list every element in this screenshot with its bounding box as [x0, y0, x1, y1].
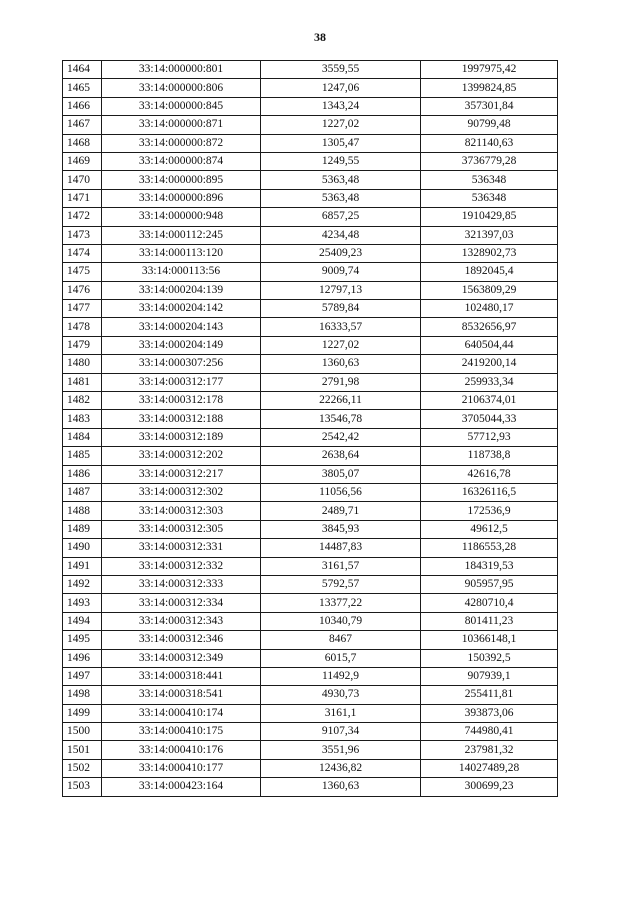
- area-value: 22266,11: [261, 392, 421, 410]
- cadastral-number: 33:14:000000:801: [102, 61, 261, 79]
- table-row: [63, 686, 558, 704]
- cadastral-value: 905957,95: [421, 575, 558, 593]
- cadastral-number: 33:14:000204:142: [102, 300, 261, 318]
- row-number: 1468: [63, 134, 102, 152]
- area-value: 3559,55: [261, 61, 421, 79]
- cadastral-number: 33:14:000000:872: [102, 134, 261, 152]
- table-row: [63, 208, 558, 226]
- row-number: 1484: [63, 428, 102, 446]
- cadastral-value: 259933,34: [421, 373, 558, 391]
- cadastral-number: 33:14:000312:334: [102, 594, 261, 612]
- area-value: 2791,98: [261, 373, 421, 391]
- area-value: 14487,83: [261, 539, 421, 557]
- row-number: 1470: [63, 171, 102, 189]
- table-row: [63, 557, 558, 575]
- area-value: 12797,13: [261, 281, 421, 299]
- cadastral-number: 33:14:000204:143: [102, 318, 261, 336]
- area-value: 3845,93: [261, 520, 421, 538]
- cadastral-number: 33:14:000204:139: [102, 281, 261, 299]
- row-number: 1500: [63, 723, 102, 741]
- area-value: 5792,57: [261, 575, 421, 593]
- table-row: [63, 355, 558, 373]
- area-value: 6857,25: [261, 208, 421, 226]
- table-row: [63, 667, 558, 685]
- row-number: 1495: [63, 631, 102, 649]
- table-row: [63, 778, 558, 796]
- area-value: 3161,1: [261, 704, 421, 722]
- cadastral-number: 33:14:000410:175: [102, 723, 261, 741]
- cadastral-value: 536348: [421, 189, 558, 207]
- area-value: 1360,63: [261, 355, 421, 373]
- cadastral-number: 33:14:000318:541: [102, 686, 261, 704]
- area-value: 5789,84: [261, 300, 421, 318]
- table-row: [63, 759, 558, 777]
- cadastral-value: 102480,17: [421, 300, 558, 318]
- row-number: 1491: [63, 557, 102, 575]
- row-number: 1481: [63, 373, 102, 391]
- cadastral-value: 172536,9: [421, 502, 558, 520]
- row-number: 1465: [63, 79, 102, 97]
- cadastral-value: 1399824,85: [421, 79, 558, 97]
- row-number: 1486: [63, 465, 102, 483]
- row-number: 1467: [63, 116, 102, 134]
- cadastral-value: 4280710,4: [421, 594, 558, 612]
- table-row: [63, 612, 558, 630]
- table-row: [63, 465, 558, 483]
- cadastral-value: 57712,93: [421, 428, 558, 446]
- row-number: 1485: [63, 447, 102, 465]
- cadastral-value: 90799,48: [421, 116, 558, 134]
- cadastral-number: 33:14:000000:948: [102, 208, 261, 226]
- table-row: [63, 447, 558, 465]
- parcel-table: [62, 60, 558, 797]
- cadastral-number: 33:14:000312:331: [102, 539, 261, 557]
- row-number: 1502: [63, 759, 102, 777]
- cadastral-number: 33:14:000312:305: [102, 520, 261, 538]
- area-value: 6015,7: [261, 649, 421, 667]
- area-value: 5363,48: [261, 171, 421, 189]
- cadastral-number: 33:14:000312:217: [102, 465, 261, 483]
- table-row: [63, 392, 558, 410]
- cadastral-number: 33:14:000410:177: [102, 759, 261, 777]
- page-number: 38: [314, 30, 326, 44]
- cadastral-value: 237981,32: [421, 741, 558, 759]
- row-number: 1480: [63, 355, 102, 373]
- row-number: 1492: [63, 575, 102, 593]
- table-row: [63, 594, 558, 612]
- row-number: 1473: [63, 226, 102, 244]
- row-number: 1497: [63, 667, 102, 685]
- area-value: 1227,02: [261, 336, 421, 354]
- cadastral-number: 33:14:000312:333: [102, 575, 261, 593]
- table-row: [63, 704, 558, 722]
- row-number: 1466: [63, 97, 102, 115]
- cadastral-number: 33:14:000000:845: [102, 97, 261, 115]
- table-row: [63, 97, 558, 115]
- cadastral-value: 49612,5: [421, 520, 558, 538]
- cadastral-number: 33:14:000312:177: [102, 373, 261, 391]
- table-row: [63, 226, 558, 244]
- row-number: 1487: [63, 483, 102, 501]
- cadastral-number: 33:14:000000:806: [102, 79, 261, 97]
- cadastral-number: 33:14:000318:441: [102, 667, 261, 685]
- row-number: 1471: [63, 189, 102, 207]
- cadastral-number: 33:14:000312:303: [102, 502, 261, 520]
- table-row: [63, 134, 558, 152]
- table-row: [63, 171, 558, 189]
- table-row: [63, 539, 558, 557]
- table-row: [63, 336, 558, 354]
- cadastral-value: 3736779,28: [421, 152, 558, 170]
- cadastral-value: 1563809,29: [421, 281, 558, 299]
- table-row: [63, 300, 558, 318]
- table-row: [63, 520, 558, 538]
- area-value: 13546,78: [261, 410, 421, 428]
- area-value: 9009,74: [261, 263, 421, 281]
- row-number: 1469: [63, 152, 102, 170]
- cadastral-number: 33:14:000312:332: [102, 557, 261, 575]
- row-number: 1490: [63, 539, 102, 557]
- area-value: 3161,57: [261, 557, 421, 575]
- area-value: 13377,22: [261, 594, 421, 612]
- row-number: 1493: [63, 594, 102, 612]
- table-row: [63, 741, 558, 759]
- row-number: 1498: [63, 686, 102, 704]
- area-value: 8467: [261, 631, 421, 649]
- cadastral-number: 33:14:000312:346: [102, 631, 261, 649]
- cadastral-number: 33:14:000204:149: [102, 336, 261, 354]
- cadastral-number: 33:14:000112:245: [102, 226, 261, 244]
- cadastral-number: 33:14:000312:343: [102, 612, 261, 630]
- table-row: [63, 575, 558, 593]
- row-number: 1489: [63, 520, 102, 538]
- cadastral-number: 33:14:000410:174: [102, 704, 261, 722]
- cadastral-value: 8532656,97: [421, 318, 558, 336]
- row-number: 1488: [63, 502, 102, 520]
- cadastral-number: 33:14:000312:202: [102, 447, 261, 465]
- area-value: 11492,9: [261, 667, 421, 685]
- area-value: 2638,64: [261, 447, 421, 465]
- area-value: 10340,79: [261, 612, 421, 630]
- cadastral-value: 2419200,14: [421, 355, 558, 373]
- cadastral-number: 33:14:000312:178: [102, 392, 261, 410]
- table-row: [63, 116, 558, 134]
- area-value: 2542,42: [261, 428, 421, 446]
- row-number: 1477: [63, 300, 102, 318]
- area-value: 1305,47: [261, 134, 421, 152]
- cadastral-value: 821140,63: [421, 134, 558, 152]
- area-value: 1249,55: [261, 152, 421, 170]
- cadastral-value: 255411,81: [421, 686, 558, 704]
- area-value: 16333,57: [261, 318, 421, 336]
- table-row: [63, 502, 558, 520]
- row-number: 1476: [63, 281, 102, 299]
- table-row: [63, 263, 558, 281]
- area-value: 12436,82: [261, 759, 421, 777]
- table-row: [63, 244, 558, 262]
- cadastral-value: 3705044,33: [421, 410, 558, 428]
- cadastral-value: 393873,06: [421, 704, 558, 722]
- cadastral-value: 1892045,4: [421, 263, 558, 281]
- area-value: 4930,73: [261, 686, 421, 704]
- cadastral-number: 33:14:000000:874: [102, 152, 261, 170]
- cadastral-value: 42616,78: [421, 465, 558, 483]
- area-value: 9107,34: [261, 723, 421, 741]
- cadastral-number: 33:14:000312:188: [102, 410, 261, 428]
- area-value: 1247,06: [261, 79, 421, 97]
- area-value: 1360,63: [261, 778, 421, 796]
- cadastral-value: 2106374,01: [421, 392, 558, 410]
- table-row: [63, 483, 558, 501]
- area-value: 3551,96: [261, 741, 421, 759]
- row-number: 1501: [63, 741, 102, 759]
- table-row: [63, 631, 558, 649]
- table-row: [63, 79, 558, 97]
- cadastral-number: 33:14:000113:120: [102, 244, 261, 262]
- row-number: 1482: [63, 392, 102, 410]
- cadastral-value: 118738,8: [421, 447, 558, 465]
- cadastral-number: 33:14:000113:56: [102, 263, 261, 281]
- cadastral-number: 33:14:000000:896: [102, 189, 261, 207]
- table-row: [63, 373, 558, 391]
- row-number: 1496: [63, 649, 102, 667]
- cadastral-value: 150392,5: [421, 649, 558, 667]
- cadastral-number: 33:14:000312:189: [102, 428, 261, 446]
- table-row: [63, 318, 558, 336]
- cadastral-number: 33:14:000000:895: [102, 171, 261, 189]
- area-value: 5363,48: [261, 189, 421, 207]
- area-value: 4234,48: [261, 226, 421, 244]
- table-row: [63, 61, 558, 79]
- row-number: 1499: [63, 704, 102, 722]
- cadastral-number: 33:14:000000:871: [102, 116, 261, 134]
- table-row: [63, 428, 558, 446]
- row-number: 1474: [63, 244, 102, 262]
- cadastral-value: 357301,84: [421, 97, 558, 115]
- table-row: [63, 281, 558, 299]
- parcel-table-body: [63, 61, 558, 797]
- cadastral-value: 14027489,28: [421, 759, 558, 777]
- table-row: [63, 410, 558, 428]
- table-row: [63, 723, 558, 741]
- area-value: 11056,56: [261, 483, 421, 501]
- cadastral-value: 1997975,42: [421, 61, 558, 79]
- area-value: 2489,71: [261, 502, 421, 520]
- cadastral-value: 1328902,73: [421, 244, 558, 262]
- row-number: 1503: [63, 778, 102, 796]
- cadastral-number: 33:14:000307:256: [102, 355, 261, 373]
- cadastral-number: 33:14:000312:302: [102, 483, 261, 501]
- area-value: 25409,23: [261, 244, 421, 262]
- cadastral-value: 1910429,85: [421, 208, 558, 226]
- table-row: [63, 649, 558, 667]
- area-value: 1227,02: [261, 116, 421, 134]
- row-number: 1472: [63, 208, 102, 226]
- area-value: 3805,07: [261, 465, 421, 483]
- row-number: 1479: [63, 336, 102, 354]
- cadastral-value: 744980,41: [421, 723, 558, 741]
- cadastral-value: 16326116,5: [421, 483, 558, 501]
- row-number: 1475: [63, 263, 102, 281]
- cadastral-value: 536348: [421, 171, 558, 189]
- cadastral-number: 33:14:000423:164: [102, 778, 261, 796]
- cadastral-value: 801411,23: [421, 612, 558, 630]
- cadastral-value: 907939,1: [421, 667, 558, 685]
- cadastral-value: 10366148,1: [421, 631, 558, 649]
- cadastral-value: 184319,53: [421, 557, 558, 575]
- cadastral-number: 33:14:000410:176: [102, 741, 261, 759]
- row-number: 1494: [63, 612, 102, 630]
- cadastral-value: 1186553,28: [421, 539, 558, 557]
- cadastral-value: 640504,44: [421, 336, 558, 354]
- cadastral-number: 33:14:000312:349: [102, 649, 261, 667]
- row-number: 1464: [63, 61, 102, 79]
- row-number: 1483: [63, 410, 102, 428]
- table-row: [63, 152, 558, 170]
- row-number: 1478: [63, 318, 102, 336]
- area-value: 1343,24: [261, 97, 421, 115]
- cadastral-value: 321397,03: [421, 226, 558, 244]
- table-row: [63, 189, 558, 207]
- cadastral-value: 300699,23: [421, 778, 558, 796]
